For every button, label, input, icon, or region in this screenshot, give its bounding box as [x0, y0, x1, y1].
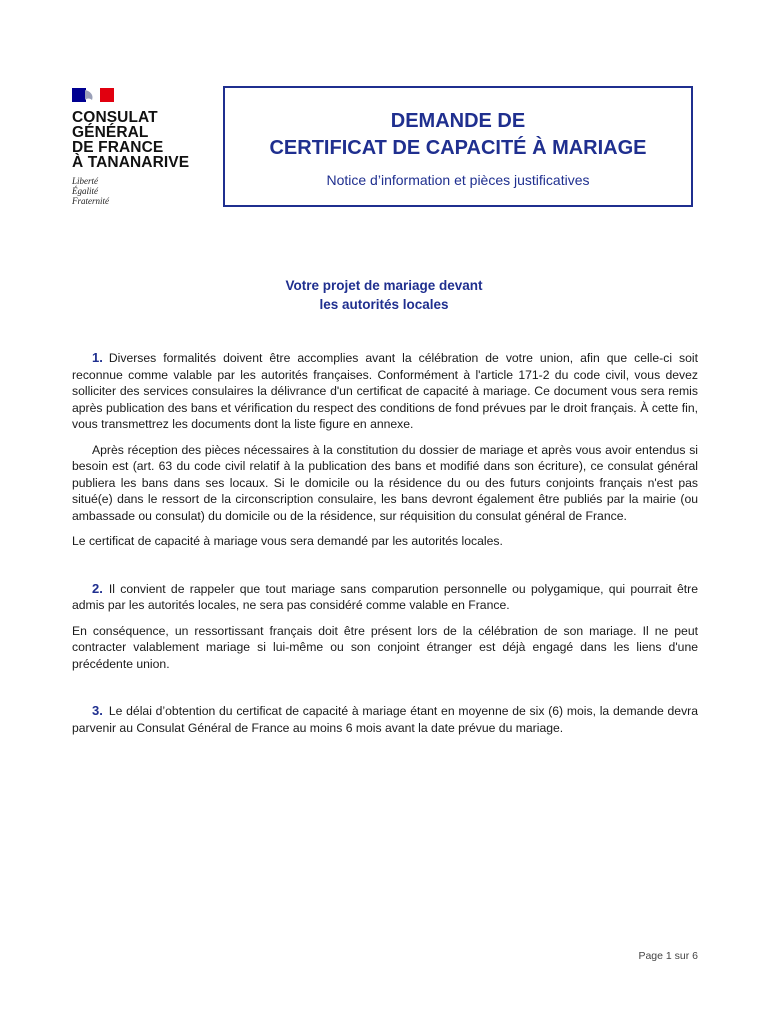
- paragraph-text: Il convient de rappeler que tout mariage sans comparution personnelle ou polygamique, qui pourrait être admis par les autorités locales, ne sera pas considéré comme valable en France.: [72, 581, 698, 612]
- page-number: Page 1 sur 6: [638, 950, 698, 962]
- paragraph-number: 3.: [92, 703, 103, 718]
- section-title-line: Votre projet de mariage devant: [285, 278, 483, 293]
- paragraph-2b: En conséquence, un ressortissant français doit être présent lors de la célébration de son mariage. Il ne peut contracter valablement mariage si lui-même ou son conjoint étranger est déjà engagé dans les liens d'une précédente union.: [72, 623, 698, 671]
- paragraph-text: Le délai d’obtention du certificat de capacité à mariage étant en moyenne de six (6) mois, la demande devra parvenir au Consulat Général de France au moins 6 mois avant la date prévue du mariage.: [72, 704, 698, 735]
- paragraph-number: 1.: [92, 350, 103, 365]
- paragraph-1b: Après réception des pièces nécessaires à la constitution du dossier de mariage et après vous avoir entendus si besoin est (art. 63 du code civil relatif à la publication des bans et modifié dans son écriture), ce consulat général publiera les bans dans ses locaux. Si le domicile ou la résidence du ou des futurs conjoints français n'est pas situé(e) dans le ressort de la circonscription consulaire, les bans devront également être publiés par la mairie (ou ambassade ou consulat) du domicile ou de la résidence, sur réquisition du consulat général de France.: [72, 442, 698, 523]
- document-title: [225, 108, 691, 162]
- document-body: [72, 350, 698, 745]
- paragraph-2: [72, 581, 698, 614]
- org-line: CONSULAT: [72, 109, 158, 126]
- motto-line: Égalité: [72, 186, 98, 196]
- republic-motto: [72, 176, 212, 206]
- consulate-logo: [72, 86, 212, 206]
- paragraph-1c: Le certificat de capacité à mariage vous sera demandé par les autorités locales.: [72, 534, 503, 548]
- org-line: DE FRANCE: [72, 139, 164, 156]
- paragraph-number: 2.: [92, 580, 103, 596]
- paragraph-text: Diverses formalités doivent être accomplies avant la célébration de votre union, afin que celle-ci soit reconnue comme valable par les autorités françaises. Conformément à l'article 171-2 du code civil, vous devez solliciter des services consulaires la délivrance d'un certificat de capacité à mariage. Ce document vous sera remis après publication des bans et vérification du respect des conditions de fond prévues par le droit français. À cette fin, vous transmettrez les documents dont la liste figure en annexe.: [72, 351, 698, 431]
- marianne-flag-icon: [72, 86, 114, 104]
- motto-line: Liberté: [72, 176, 98, 186]
- section-title-line: les autorités locales: [319, 297, 449, 312]
- title-line: DEMANDE DE: [390, 110, 526, 132]
- paragraph-1: [72, 350, 698, 433]
- organization-name: [72, 110, 212, 170]
- section-title: [0, 276, 768, 314]
- org-line: À TANANARIVE: [72, 154, 190, 171]
- title-line: CERTIFICAT DE CAPACITÉ À MARIAGE: [269, 137, 647, 159]
- motto-line: Fraternité: [72, 196, 109, 206]
- paragraph-3: [72, 703, 698, 736]
- document-subtitle: Notice d’information et pièces justificatives: [326, 172, 590, 188]
- org-line: GÉNÉRAL: [72, 124, 149, 141]
- title-box: [223, 86, 693, 207]
